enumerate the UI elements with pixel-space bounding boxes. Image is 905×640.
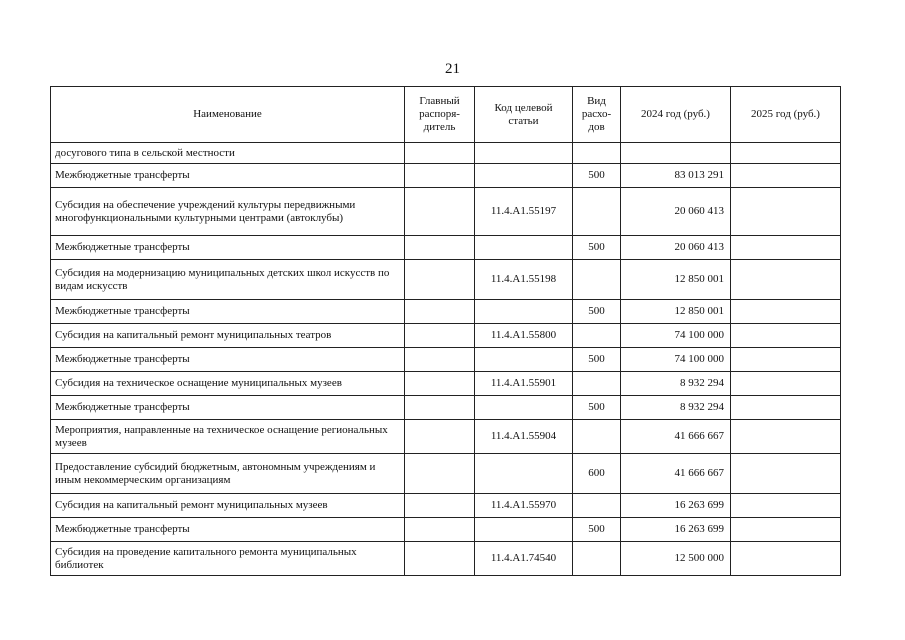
cell-2024: 20 060 413: [621, 236, 731, 260]
budget-table: [50, 86, 841, 576]
cell-name: Субсидия на обеспечение учреждений культуры передвижными многофункциональными культурными центрами (автоклубы): [51, 188, 405, 236]
cell-name: Межбюджетные трансферты: [51, 348, 405, 372]
table-row: [51, 396, 841, 420]
cell-admin: [405, 143, 475, 164]
cell-admin: [405, 420, 475, 454]
cell-code: 11.4.А1.55970: [475, 494, 573, 518]
cell-type: [573, 494, 621, 518]
table-row: [51, 260, 841, 300]
cell-type: [573, 372, 621, 396]
table-row: [51, 188, 841, 236]
cell-admin: [405, 348, 475, 372]
cell-2025: [731, 300, 841, 324]
cell-name: Межбюджетные трансферты: [51, 518, 405, 542]
cell-admin: [405, 396, 475, 420]
table-row: [51, 324, 841, 348]
cell-2024: 16 263 699: [621, 494, 731, 518]
cell-admin: [405, 454, 475, 494]
header-name: Наименование: [51, 87, 405, 143]
cell-type: 500: [573, 348, 621, 372]
table-row: [51, 454, 841, 494]
table-row: [51, 494, 841, 518]
cell-code: [475, 518, 573, 542]
cell-code: 11.4.А1.55901: [475, 372, 573, 396]
cell-code: 11.4.А1.55904: [475, 420, 573, 454]
cell-code: [475, 348, 573, 372]
cell-admin: [405, 494, 475, 518]
cell-code: 11.4.А1.55197: [475, 188, 573, 236]
cell-name: Субсидия на проведение капитального ремонта муниципальных библиотек: [51, 542, 405, 576]
page-number: 21: [445, 61, 460, 77]
cell-2025: [731, 143, 841, 164]
table-row: [51, 164, 841, 188]
cell-2024: 12 850 001: [621, 260, 731, 300]
table-row: [51, 518, 841, 542]
cell-2024: [621, 143, 731, 164]
cell-code: [475, 454, 573, 494]
cell-admin: [405, 300, 475, 324]
cell-type: 500: [573, 518, 621, 542]
cell-code: 11.4.А1.55198: [475, 260, 573, 300]
cell-name: Субсидия на капитальный ремонт муниципальных музеев: [51, 494, 405, 518]
table-row: [51, 542, 841, 576]
cell-2025: [731, 164, 841, 188]
cell-2025: [731, 188, 841, 236]
cell-2025: [731, 260, 841, 300]
cell-2024: 8 932 294: [621, 396, 731, 420]
cell-code: 11.4.А1.55800: [475, 324, 573, 348]
header-2024: 2024 год (руб.): [621, 87, 731, 143]
header-type: Вид расхо-дов: [573, 87, 621, 143]
cell-admin: [405, 324, 475, 348]
cell-admin: [405, 542, 475, 576]
cell-2024: 74 100 000: [621, 324, 731, 348]
cell-name: Субсидия на техническое оснащение муниципальных музеев: [51, 372, 405, 396]
cell-2025: [731, 542, 841, 576]
table-row: [51, 372, 841, 396]
cell-2024: 83 013 291: [621, 164, 731, 188]
cell-admin: [405, 188, 475, 236]
cell-2024: 12 500 000: [621, 542, 731, 576]
cell-type: [573, 143, 621, 164]
cell-2024: 41 666 667: [621, 454, 731, 494]
cell-admin: [405, 260, 475, 300]
cell-admin: [405, 236, 475, 260]
table-body: [51, 143, 841, 576]
cell-type: 500: [573, 300, 621, 324]
cell-admin: [405, 372, 475, 396]
cell-type: [573, 324, 621, 348]
cell-type: 500: [573, 396, 621, 420]
cell-name: Межбюджетные трансферты: [51, 396, 405, 420]
table-header-row: [51, 87, 841, 143]
header-admin: Главный распоря-дитель: [405, 87, 475, 143]
cell-2024: 74 100 000: [621, 348, 731, 372]
cell-type: 500: [573, 164, 621, 188]
cell-2025: [731, 372, 841, 396]
cell-code: [475, 236, 573, 260]
cell-type: 600: [573, 454, 621, 494]
cell-2024: 12 850 001: [621, 300, 731, 324]
cell-code: [475, 143, 573, 164]
cell-admin: [405, 164, 475, 188]
cell-2024: 41 666 667: [621, 420, 731, 454]
cell-2025: [731, 396, 841, 420]
table-row: [51, 348, 841, 372]
cell-name: Субсидия на модернизацию муниципальных детских школ искусств по видам искусств: [51, 260, 405, 300]
cell-name: Межбюджетные трансферты: [51, 164, 405, 188]
cell-type: [573, 188, 621, 236]
table-row: [51, 420, 841, 454]
cell-2025: [731, 236, 841, 260]
cell-code: [475, 396, 573, 420]
table-row: [51, 143, 841, 164]
cell-type: 500: [573, 236, 621, 260]
cell-code: [475, 164, 573, 188]
cell-admin: [405, 518, 475, 542]
cell-name: Межбюджетные трансферты: [51, 300, 405, 324]
cell-name: Предоставление субсидий бюджетным, автономным учреждениям и иным некоммерческим организациям: [51, 454, 405, 494]
table-row: [51, 236, 841, 260]
cell-2025: [731, 324, 841, 348]
cell-code: 11.4.А1.74540: [475, 542, 573, 576]
cell-type: [573, 420, 621, 454]
cell-2025: [731, 420, 841, 454]
cell-name: Субсидия на капитальный ремонт муниципальных театров: [51, 324, 405, 348]
cell-type: [573, 542, 621, 576]
cell-name: Мероприятия, направленные на техническое оснащение региональных музеев: [51, 420, 405, 454]
cell-2025: [731, 518, 841, 542]
cell-2024: 8 932 294: [621, 372, 731, 396]
cell-name: Межбюджетные трансферты: [51, 236, 405, 260]
cell-name: досугового типа в сельской местности: [51, 143, 405, 164]
cell-2025: [731, 348, 841, 372]
header-code: Код целевой статьи: [475, 87, 573, 143]
cell-code: [475, 300, 573, 324]
cell-type: [573, 260, 621, 300]
cell-2024: 20 060 413: [621, 188, 731, 236]
table-row: [51, 300, 841, 324]
cell-2025: [731, 454, 841, 494]
cell-2025: [731, 494, 841, 518]
cell-2024: 16 263 699: [621, 518, 731, 542]
header-2025: 2025 год (руб.): [731, 87, 841, 143]
